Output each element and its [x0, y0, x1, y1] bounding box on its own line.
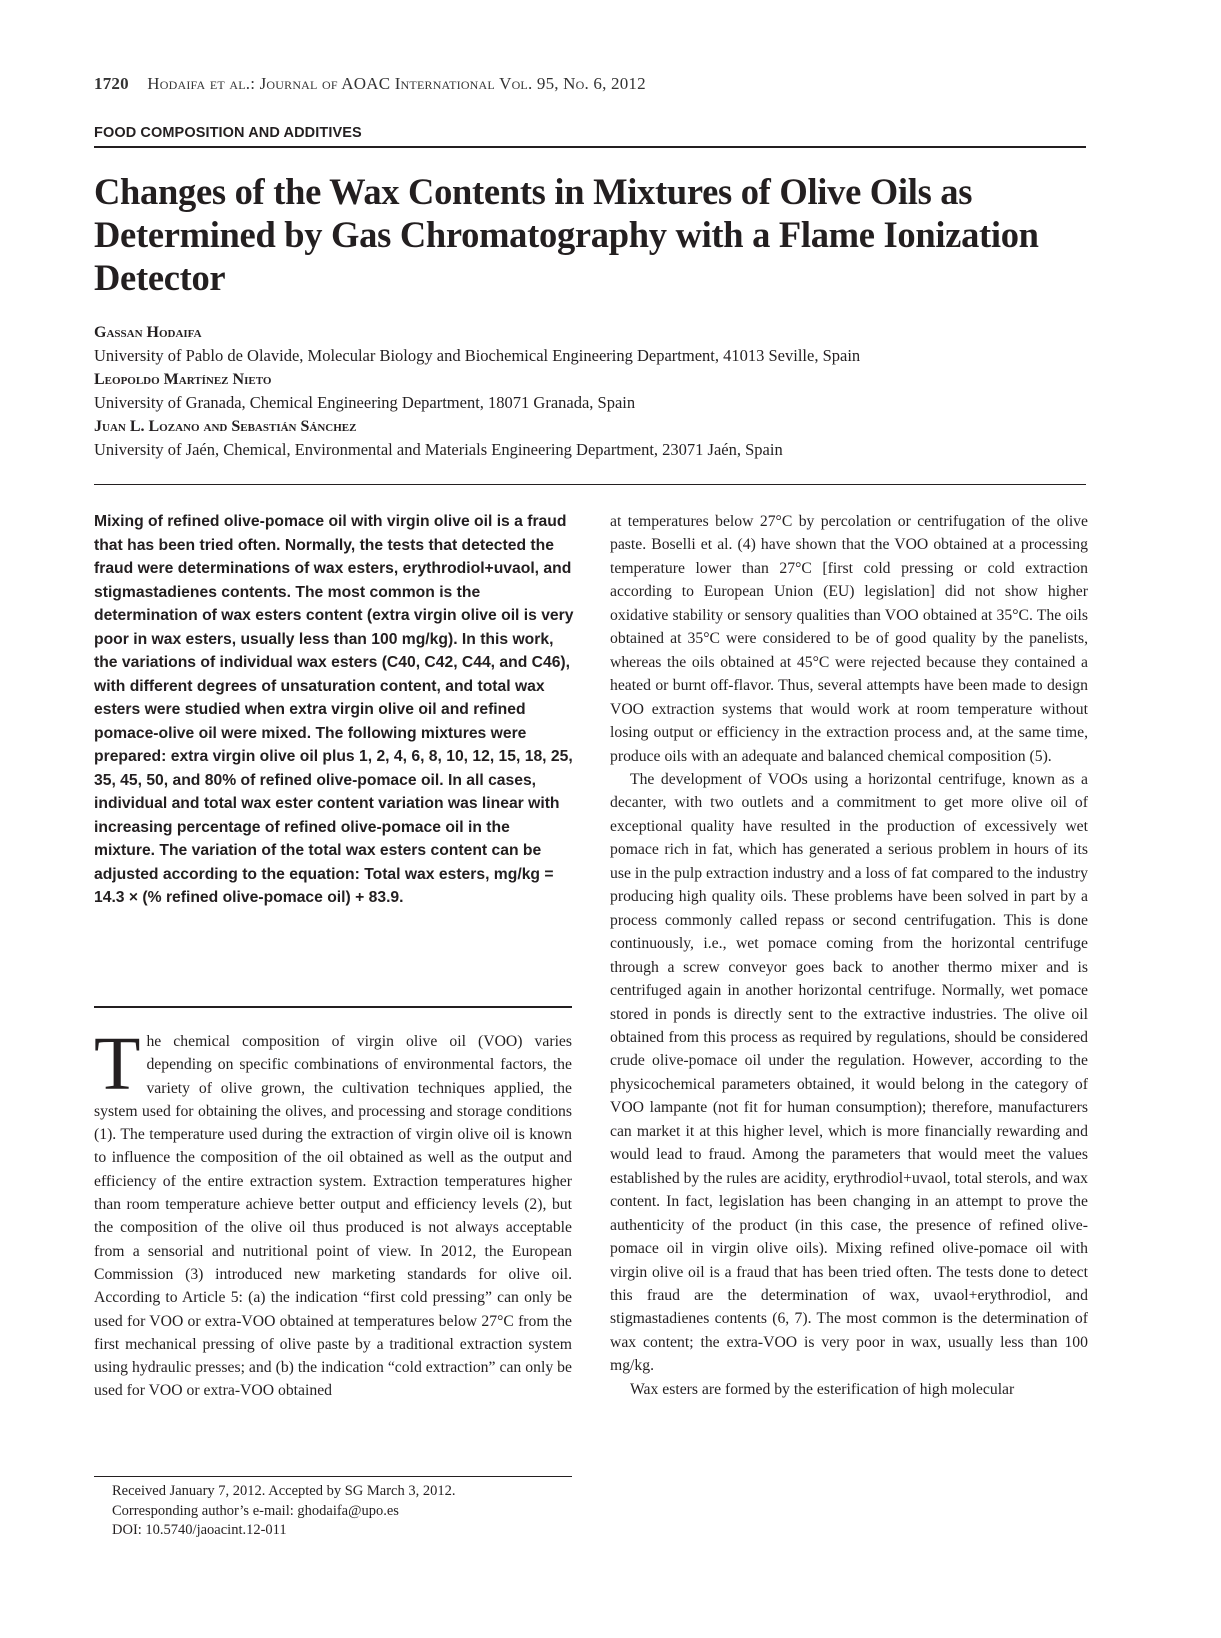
article-title: Changes of the Wax Contents in Mixtures of Olive Oils as Determined by Gas Chromatography with a Flame Ionization Detector: [94, 171, 1039, 298]
abstract-divider: [94, 1006, 572, 1008]
received-date: Received January 7, 2012. Accepted by SG March 3, 2012.: [112, 1483, 456, 1499]
page-number: 1720: [94, 74, 129, 93]
running-title: Hodaifa et al.: Journal of AOAC International Vol. 95, No. 6, 2012: [147, 74, 646, 93]
author-name: Leopoldo Martínez Nieto: [94, 371, 272, 388]
author-affiliation: University of Granada, Chemical Engineering Department, 18071 Granada, Spain: [94, 393, 636, 412]
body-column-right: [610, 510, 1088, 1401]
section-label: FOOD COMPOSITION AND ADDITIVES: [94, 125, 362, 141]
header-rule: [94, 146, 1086, 148]
paragraph: The development of VOOs using a horizontal centrifuge, known as a decanter, with two outlets and a commitment to get more olive oil of exceptional quality have resulted in the production of excessively wet pomace rich in fat, which has generated a serious problem in hours of its use in the pulp extraction industry and a loss of fat compared to the industry producing high quality oils. These problems have been solved in part by a process commonly called repass or second centrifugation. This is done continuously, i.e., wet pomace coming from the horizontal centrifuge through a screw conveyor goes back to another thermo mixer and is centrifuged again in another horizontal centrifuge. Normally, wet pomace stored in ponds is directly sent to the extractive industries. The olive oil obtained from this process as required by regulations, should be considered crude olive-pomace oil under the regulation. However, according to the physicochemical parameters obtained, it would belong in the category of VOO lampante (not fit for human consumption); therefore, manufacturers can market it at this higher level, which is more financially rewarding and would lead to fraud. Among the parameters that would meet the values established by the rules are acidity, erythrodiol+uvaol, total sterols, and wax content. In fact, legislation has been changing in an attempt to prove the authenticity of the product (in this case, the presence of refined olive-pomace oil in virgin olive oils). Mixing refined olive-pomace oil with virgin olive oil is a fraud that has been tried often. The tests done to detect this fraud are the determination of wax, uvaol+erythrodiol, and stigmastadienes contents (6, 7). The most common is the determination of wax content; the extra-VOO is very poor in wax, usually less than 100 mg/kg.: [610, 770, 1088, 1375]
drop-cap: T: [94, 1022, 141, 1106]
author-list: [94, 320, 1094, 461]
paragraph: Wax esters are formed by the esterification of high molecular: [630, 1380, 1015, 1398]
author-name: Gassan Hodaifa: [94, 324, 202, 341]
footnotes: [112, 1482, 582, 1541]
body-text-left: he chemical composition of virgin olive oil (VOO) varies depending on specific combinations of environmental factors, the variety of olive grown, the cultivation techniques applied, the system used for obtaining the olives, and processing and storage conditions (1). The temperature used during the extraction of virgin olive oil is known to influence the composition of the oil obtained as well as the output and efficiency of the entire extraction system. Extraction temperatures higher than room temperature achieve better output and efficiency levels (2), but the composition of the olive oil thus produced is not always acceptable from a sensorial and nutritional point of view. In 2012, the European Commission (3) introduced new marketing standards for olive oil. According to Article 5: (a) the indication “first cold pressing” can only be used for VOO or extra-VOO obtained at temperatures below 27°C from the first mechanical pressing of olive paste by a traditional extraction system using hydraulic presses; and (b) the indication “cold extraction” can only be used for VOO or extra-VOO obtained: [94, 1033, 572, 1400]
authors-divider: [94, 484, 1086, 485]
running-header: [94, 74, 646, 94]
doi: DOI: 10.5740/jaoacint.12-011: [112, 1522, 287, 1538]
author-affiliation: University of Pablo de Olavide, Molecular Biology and Biochemical Engineering Department, 41013 Seville, Spain: [94, 346, 861, 365]
author-name: Juan L. Lozano and Sebastián Sánchez: [94, 418, 357, 435]
body-column-left: [94, 1022, 572, 1403]
paragraph: at temperatures below 27°C by percolation or centrifugation of the olive paste. Boselli et al. (4) have shown that the VOO obtained at a processing temperature lower than 27°C [first cold pressing or cold extraction according to European Union (EU) legislation] did not show higher oxidative stability or sensory qualities than VOO obtained at 35°C. The oils obtained at 35°C were considered to be of good quality by the panelists, whereas the oils obtained at 45°C were rejected because they contained a heated or burnt off-flavor. Thus, several attempts have been made to design VOO extraction systems that would work at room temperature without losing output or efficiency in the extraction process and, at the same time, produce oils with an adequate and balanced chemical composition (5).: [610, 513, 1088, 765]
author-affiliation: University of Jaén, Chemical, Environmental and Materials Engineering Department, 23071 Jaén, Spain: [94, 440, 783, 459]
abstract: Mixing of refined olive-pomace oil with virgin olive oil is a fraud that has been tried often. Normally, the tests that detected the fraud were determinations of wax esters, erythrodiol+uvaol, and stigmastadienes contents. The most common is the determination of wax esters content (extra virgin olive oil is very poor in wax esters, usually less than 100 mg/kg). In this work, the variations of individual wax esters (C40, C42, C44, and C46), with different degrees of unsaturation content, and total wax esters were studied when extra virgin olive oil and refined pomace-olive oil were mixed. The following mixtures were prepared: extra virgin olive oil plus 1, 2, 4, 6, 8, 10, 12, 15, 18, 25, 35, 45, 50, and 80% of refined olive-pomace oil. In all cases, individual and total wax ester content variation was linear with increasing percentage of refined olive-pomace oil in the mixture. The variation of the total wax esters content can be adjusted according to the equation: Total wax esters, mg/kg = 14.3 × (% refined olive-pomace oil) + 83.9.: [94, 513, 574, 906]
corresponding-email: Corresponding author’s e-mail: ghodaifa@upo.es: [112, 1502, 399, 1519]
footnote-divider: [94, 1476, 572, 1477]
